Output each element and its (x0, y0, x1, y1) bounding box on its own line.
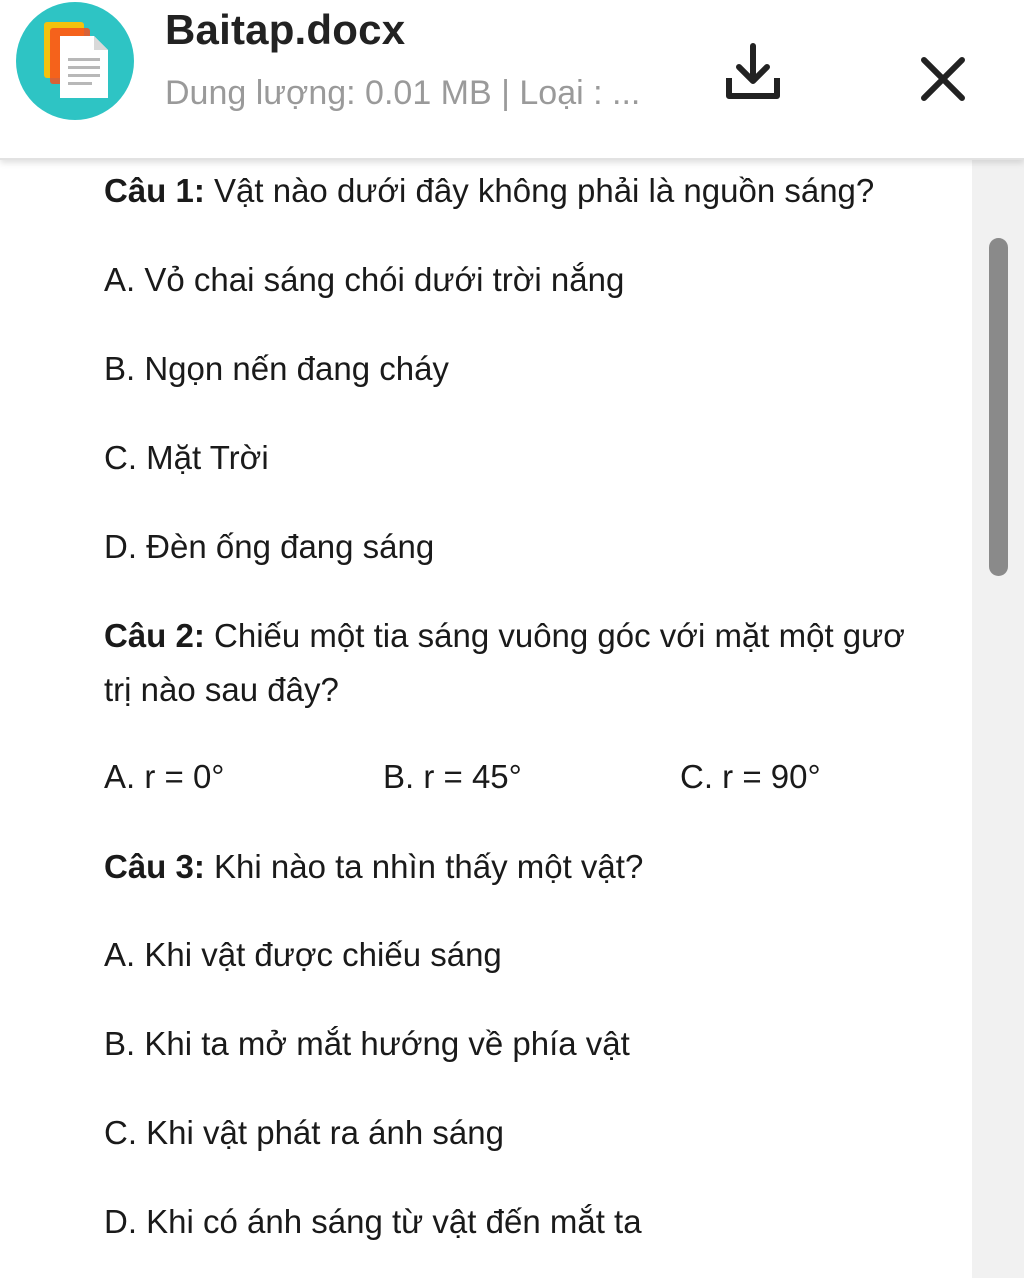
question-label: Câu 2: (104, 617, 205, 654)
q2-option-c: C. r = 90° (680, 758, 821, 795)
question-label: Câu 3: (104, 848, 205, 885)
question-text: Khi nào ta nhìn thấy một vật? (204, 848, 644, 885)
download-icon (720, 40, 786, 106)
file-name: Baitap.docx (165, 6, 406, 53)
q1-option-d: D. Đèn ống đang sáng (104, 528, 435, 565)
q3-option-a: A. Khi vật được chiếu sáng (104, 936, 502, 973)
q3-option-c: C. Khi vật phát ra ánh sáng (104, 1114, 504, 1151)
q3-option-b: B. Khi ta mở mắt hướng về phía vật (104, 1025, 630, 1062)
question-text: Vật nào dưới đây không phải là nguồn sáng? (204, 172, 875, 209)
question-2-line-2: trị nào sau đây? (104, 671, 339, 708)
download-button[interactable] (720, 40, 786, 106)
q2-option-a: A. r = 0° (104, 758, 225, 795)
question-label: Câu 1: (104, 172, 205, 209)
file-meta: Dung lượng: 0.01 MB | Loại : ... (165, 74, 641, 112)
document-content[interactable] (0, 160, 972, 1278)
q3-option-d: D. Khi có ánh sáng từ vật đến mắt ta (104, 1203, 642, 1240)
q1-option-a: A. Vỏ chai sáng chói dưới trời nắng (104, 261, 625, 298)
question-1 (104, 172, 874, 210)
question-2 (104, 617, 905, 655)
question-text: Chiếu một tia sáng vuông góc với mặt một gươ (204, 617, 905, 654)
close-button[interactable] (912, 48, 974, 110)
q1-option-c: C. Mặt Trời (104, 439, 269, 476)
file-header (0, 0, 1024, 160)
document-file-icon (16, 2, 134, 120)
q2-option-b: B. r = 45° (383, 758, 522, 795)
scrollbar-thumb[interactable] (989, 238, 1008, 576)
q1-option-b: B. Ngọn nến đang cháy (104, 350, 449, 387)
close-icon (912, 48, 974, 110)
question-3 (104, 848, 643, 886)
